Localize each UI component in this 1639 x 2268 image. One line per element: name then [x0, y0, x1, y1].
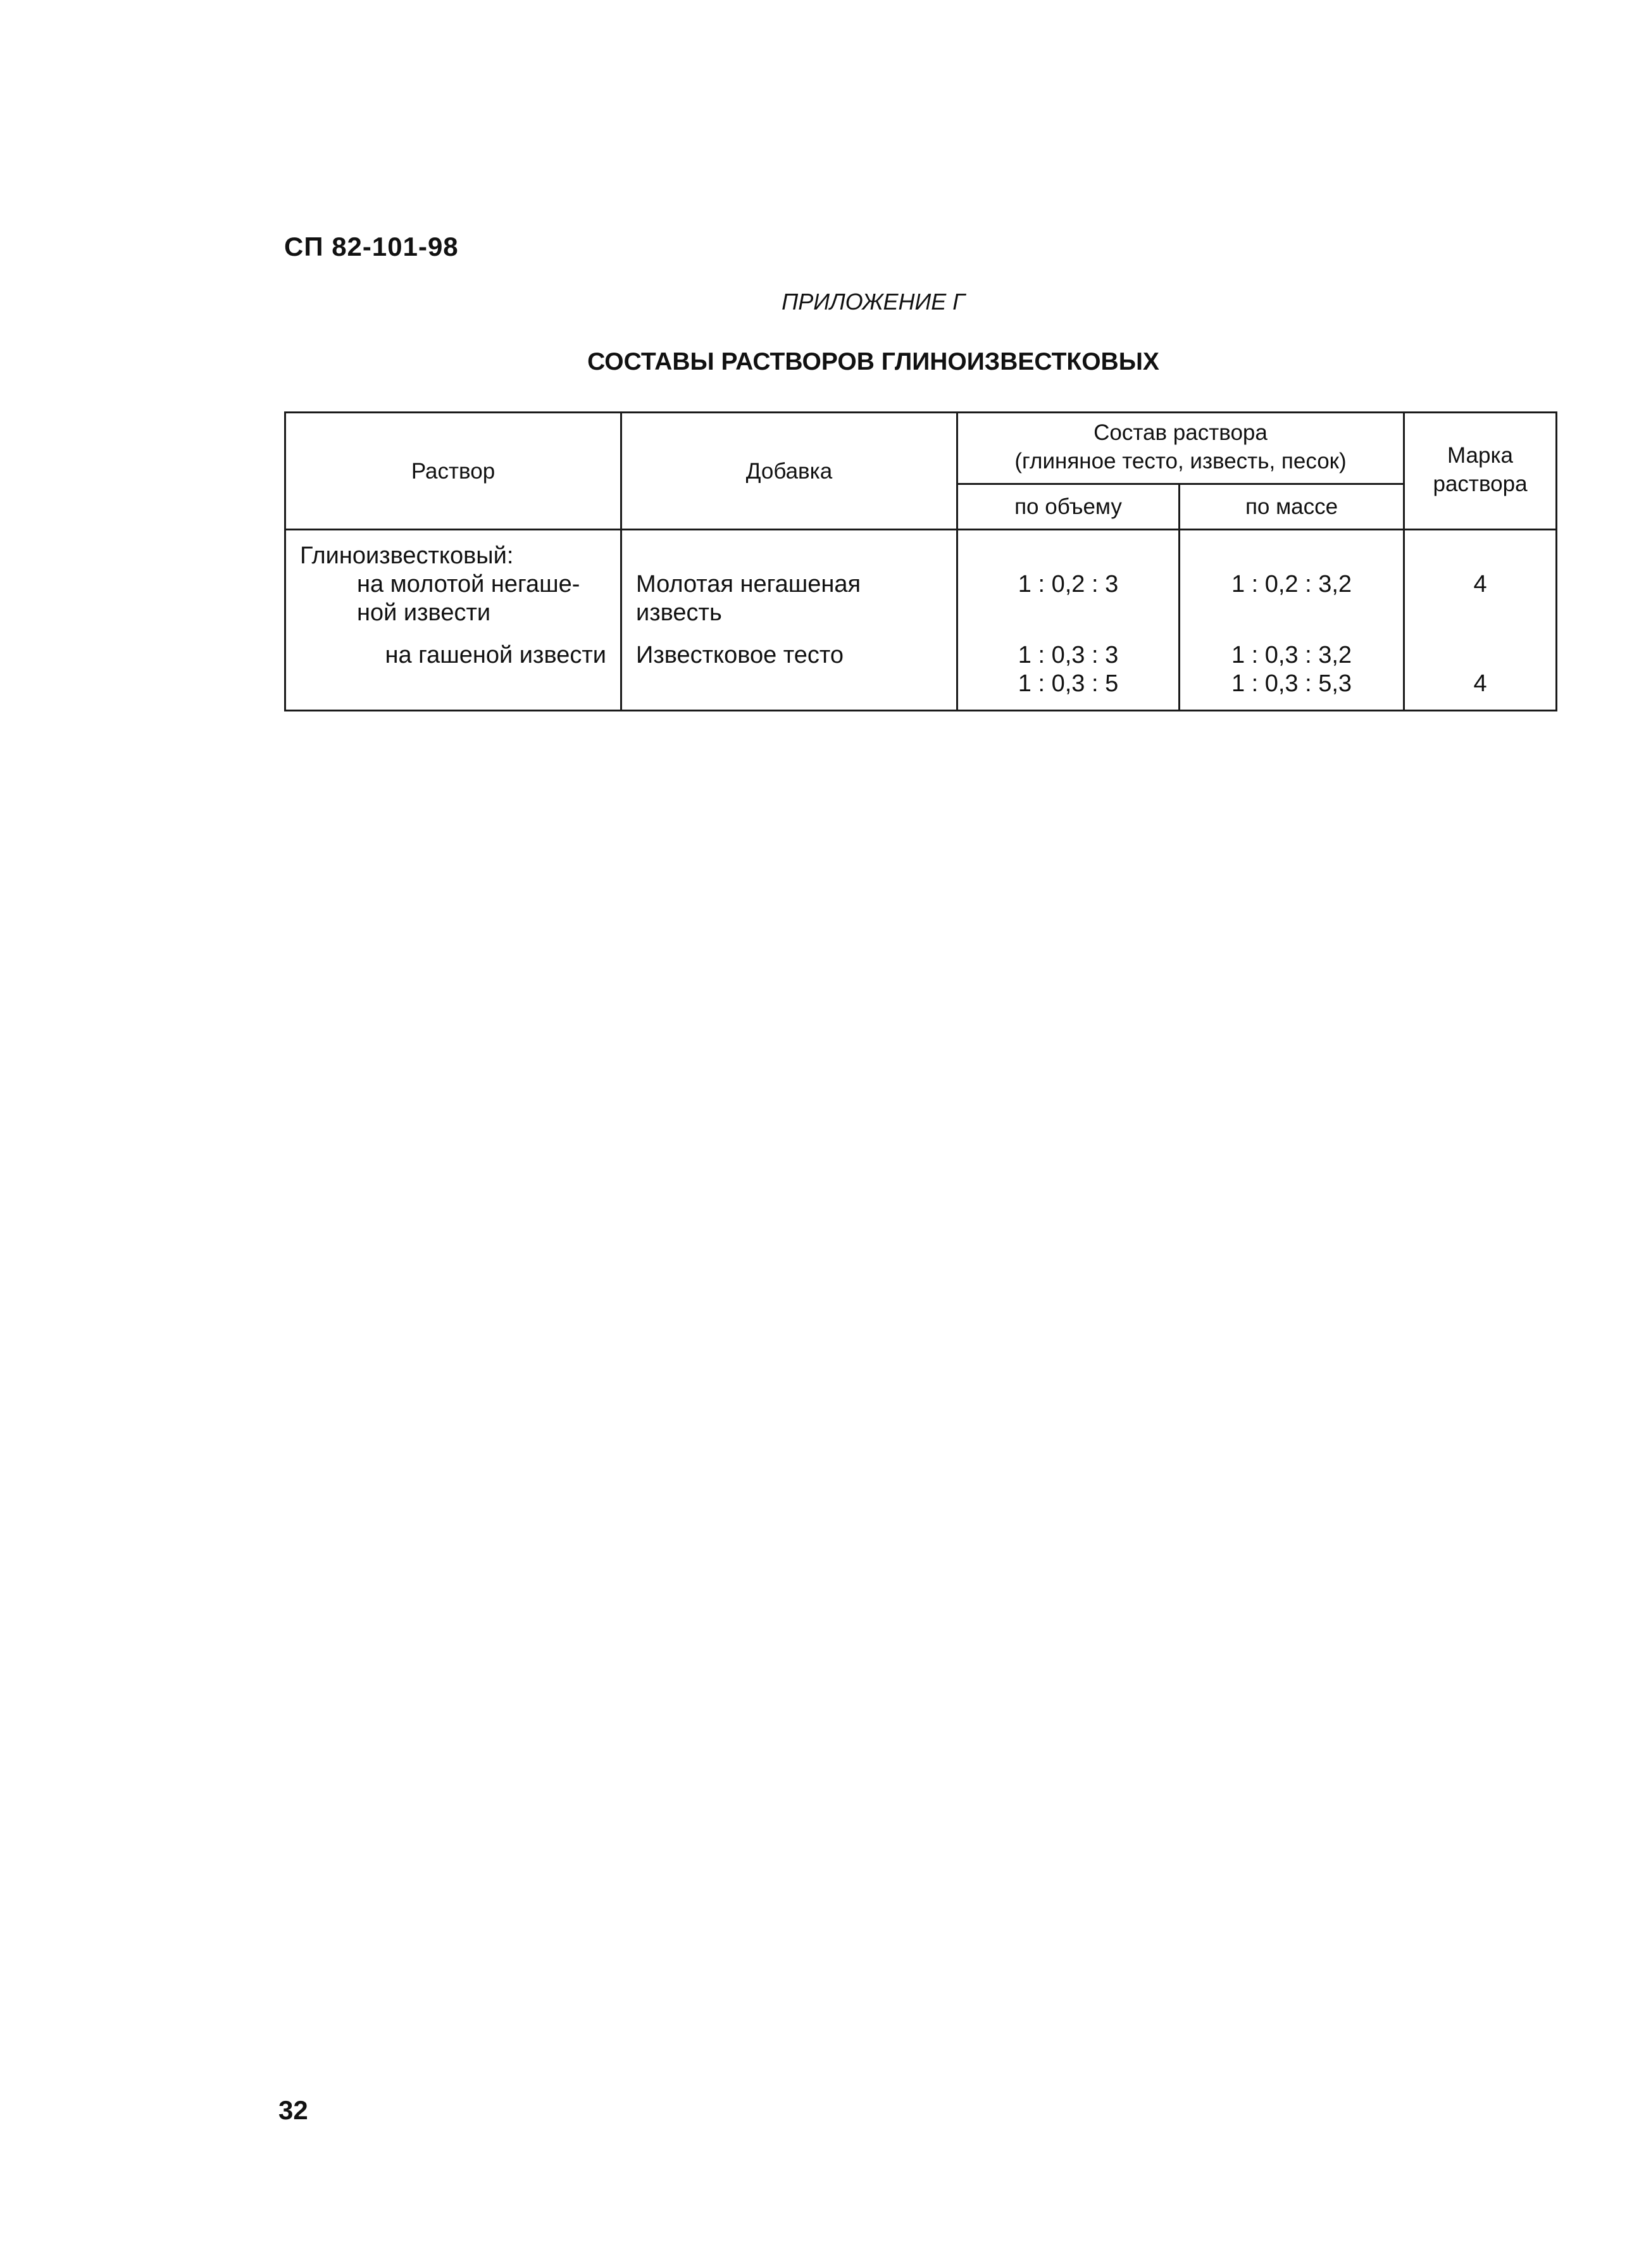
mass-row1: 1 : 0,2 : 3,2 [1231, 571, 1352, 598]
header-solution: Раствор [285, 413, 621, 530]
table-row [285, 530, 1557, 711]
solution-row1-line1: на молотой негаше- [357, 571, 580, 598]
header-grade-line1: Марка [1447, 443, 1514, 468]
by-mass-cell [1180, 530, 1404, 711]
header-additive: Добавка [621, 413, 957, 530]
volume-row2b: 1 : 0,3 : 5 [1018, 670, 1119, 697]
page-number: 32 [278, 2095, 308, 2125]
additive-cell [621, 530, 957, 711]
header-composition [957, 413, 1404, 484]
header-composition-line1: Состав раствора [1094, 420, 1268, 445]
grade-cell [1404, 530, 1557, 711]
header-grade-line2: раствора [1433, 472, 1528, 496]
header-composition-line2: (глиняное тесто, известь, песок) [1014, 449, 1347, 473]
additive-row1-line1: Молотая негашеная [636, 571, 861, 598]
group-label: Глиноизвестковый: [300, 542, 514, 569]
grade-row2: 4 [1473, 670, 1487, 697]
header-grade [1404, 413, 1557, 530]
additive-row2-line1: Известковое тесто [636, 642, 844, 668]
volume-row1: 1 : 0,2 : 3 [1018, 571, 1119, 598]
header-by-mass: по массе [1180, 484, 1404, 530]
document-code: СП 82-101-98 [284, 232, 459, 261]
table-title: СОСТАВЫ РАСТВОРОВ ГЛИНОИЗВЕСТКОВЫХ [587, 348, 1159, 375]
mass-row2b: 1 : 0,3 : 5,3 [1231, 670, 1352, 697]
mass-row2a: 1 : 0,3 : 3,2 [1231, 642, 1352, 668]
grade-row1: 4 [1473, 571, 1487, 598]
solution-row1-line2: ной извести [357, 599, 491, 626]
appendix-label: ПРИЛОЖЕНИЕ Г [782, 289, 965, 315]
by-volume-cell [957, 530, 1180, 711]
header-by-volume: по объему [957, 484, 1180, 530]
volume-row2a: 1 : 0,3 : 3 [1018, 642, 1119, 668]
solution-cell [285, 530, 621, 711]
solution-row2-line1: на гашеной извести [385, 642, 606, 668]
composition-table [284, 411, 1557, 711]
additive-row1-line2: известь [636, 599, 722, 626]
